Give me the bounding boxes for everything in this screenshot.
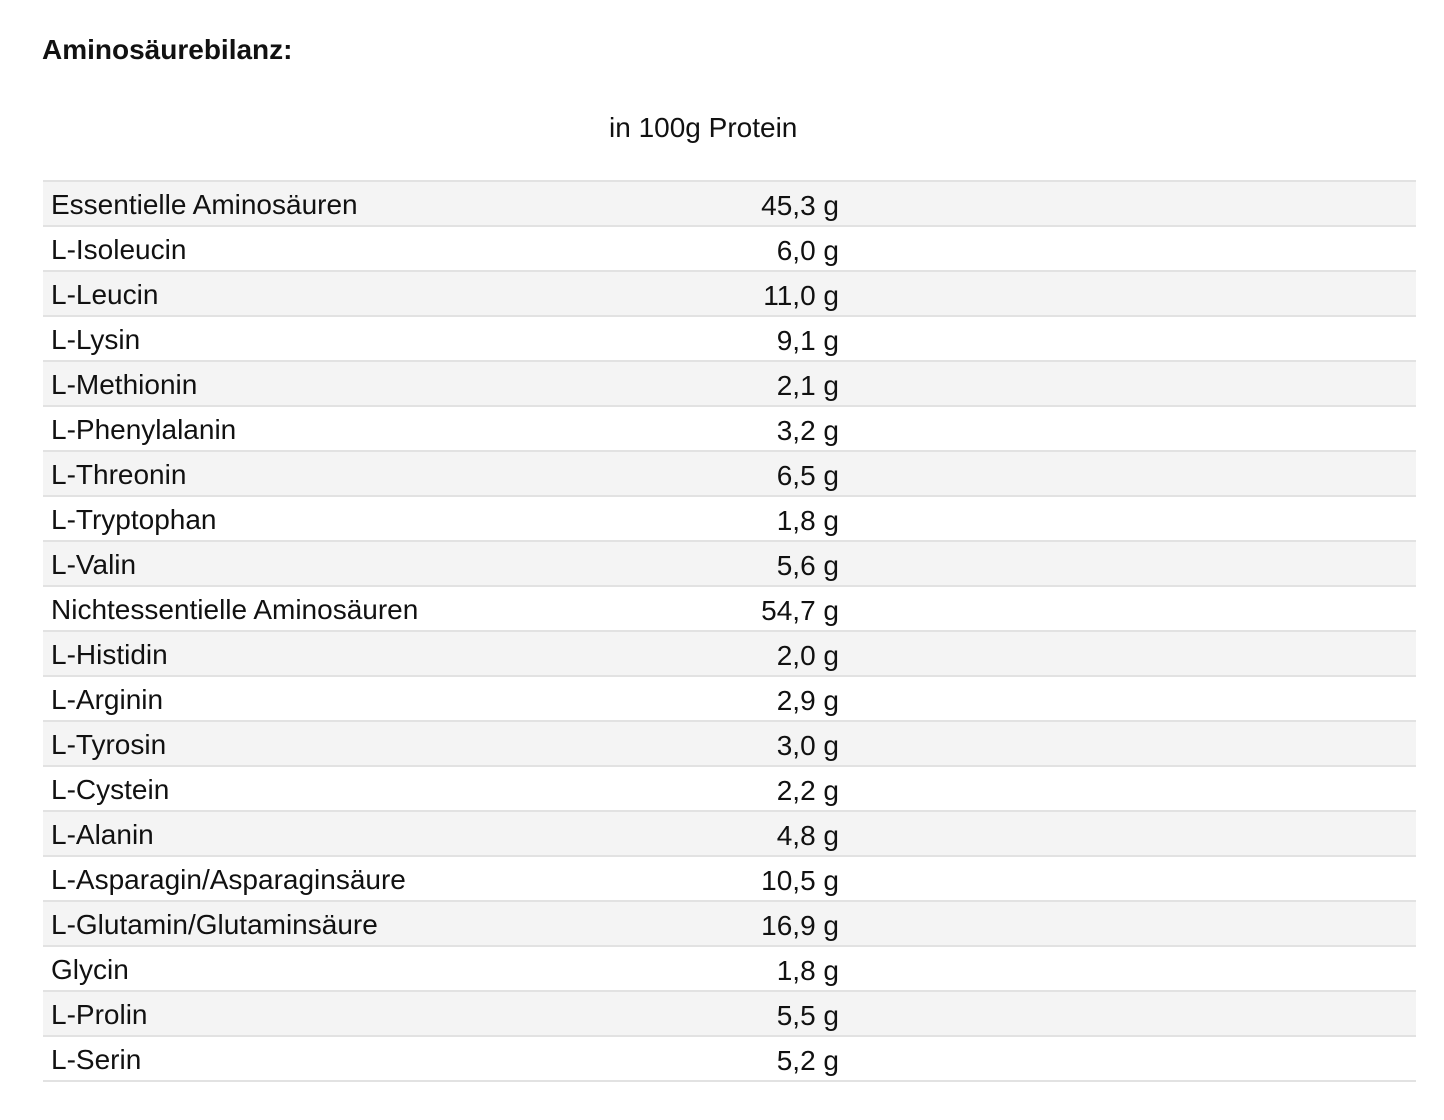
table-row — [43, 947, 1416, 992]
amino-acid-name: Nichtessentielle Aminosäuren — [51, 594, 419, 625]
amino-acid-name: Essentielle Aminosäuren — [51, 189, 358, 220]
amino-acid-amount: 5,5 g — [776, 1000, 839, 1031]
amino-acid-name: L-Phenylalanin — [51, 414, 237, 445]
table-row — [43, 452, 1416, 497]
table-row — [43, 767, 1416, 812]
amino-acid-amount: 2,9 g — [776, 685, 839, 716]
amino-acid-name: L-Cystein — [51, 774, 170, 805]
amino-acid-name: L-Lysin — [51, 324, 141, 355]
page-title: Aminosäurebilanz: — [42, 34, 293, 65]
amino-acid-name: L-Histidin — [51, 639, 168, 670]
amino-acid-amount: 1,8 g — [776, 955, 839, 986]
table-row — [43, 632, 1416, 677]
amino-acid-amount: 5,6 g — [776, 550, 839, 581]
amino-acid-name: L-Methionin — [51, 369, 198, 400]
amino-acid-name: L-Serin — [51, 1044, 142, 1075]
amino-acid-name: L-Prolin — [51, 999, 148, 1030]
amino-acid-name: L-Alanin — [51, 819, 154, 850]
amino-acid-amount: 5,2 g — [776, 1045, 839, 1076]
table-row — [43, 182, 1416, 227]
table-row — [43, 857, 1416, 902]
amino-acid-amount: 16,9 g — [761, 910, 839, 941]
amino-acid-name: L-Asparagin/Asparaginsäure — [51, 864, 406, 895]
amino-acid-name: L-Threonin — [51, 459, 187, 490]
table-row — [43, 812, 1416, 857]
amino-acid-table — [43, 180, 1416, 1082]
table-row — [43, 542, 1416, 587]
table-row — [43, 497, 1416, 542]
amino-acid-amount: 11,0 g — [763, 280, 839, 311]
amino-acid-name: L-Arginin — [51, 684, 164, 715]
amino-acid-amount: 2,0 g — [776, 640, 839, 671]
table-row — [43, 227, 1416, 272]
table-row — [43, 722, 1416, 767]
amino-acid-amount: 6,5 g — [776, 460, 839, 491]
table-row — [43, 902, 1416, 947]
amino-acid-amount: 2,2 g — [776, 775, 839, 806]
amino-acid-amount: 1,8 g — [776, 505, 839, 536]
table-row — [43, 362, 1416, 407]
amino-acid-name: Glycin — [51, 954, 129, 985]
amino-acid-name: L-Tyrosin — [51, 729, 167, 760]
amino-acid-amount: 6,0 g — [776, 235, 839, 266]
amino-acid-amount: 10,5 g — [761, 865, 839, 896]
table-row — [43, 407, 1416, 452]
table-row — [43, 317, 1416, 362]
column-header-label: in 100g Protein — [609, 112, 798, 143]
amino-acid-amount: 45,3 g — [761, 190, 839, 221]
table-row — [43, 677, 1416, 722]
amino-acid-amount: 4,8 g — [776, 820, 839, 851]
table-row — [43, 1037, 1416, 1082]
amino-acid-amount: 54,7 g — [761, 595, 839, 626]
amino-acid-name: L-Leucin — [51, 279, 159, 310]
table-row — [43, 272, 1416, 317]
amino-acid-amount: 2,1 g — [776, 370, 839, 401]
table-row — [43, 992, 1416, 1037]
amino-acid-name: L-Glutamin/Glutaminsäure — [51, 909, 378, 940]
amino-acid-amount: 3,2 g — [776, 415, 839, 446]
amino-acid-name: L-Isoleucin — [51, 234, 187, 265]
amino-acid-name: L-Valin — [51, 549, 137, 580]
amino-acid-name: L-Tryptophan — [51, 504, 217, 535]
amino-acid-amount: 3,0 g — [776, 730, 839, 761]
table-row — [43, 587, 1416, 632]
table-column-header — [0, 108, 1422, 148]
amino-acid-amount: 9,1 g — [776, 325, 839, 356]
